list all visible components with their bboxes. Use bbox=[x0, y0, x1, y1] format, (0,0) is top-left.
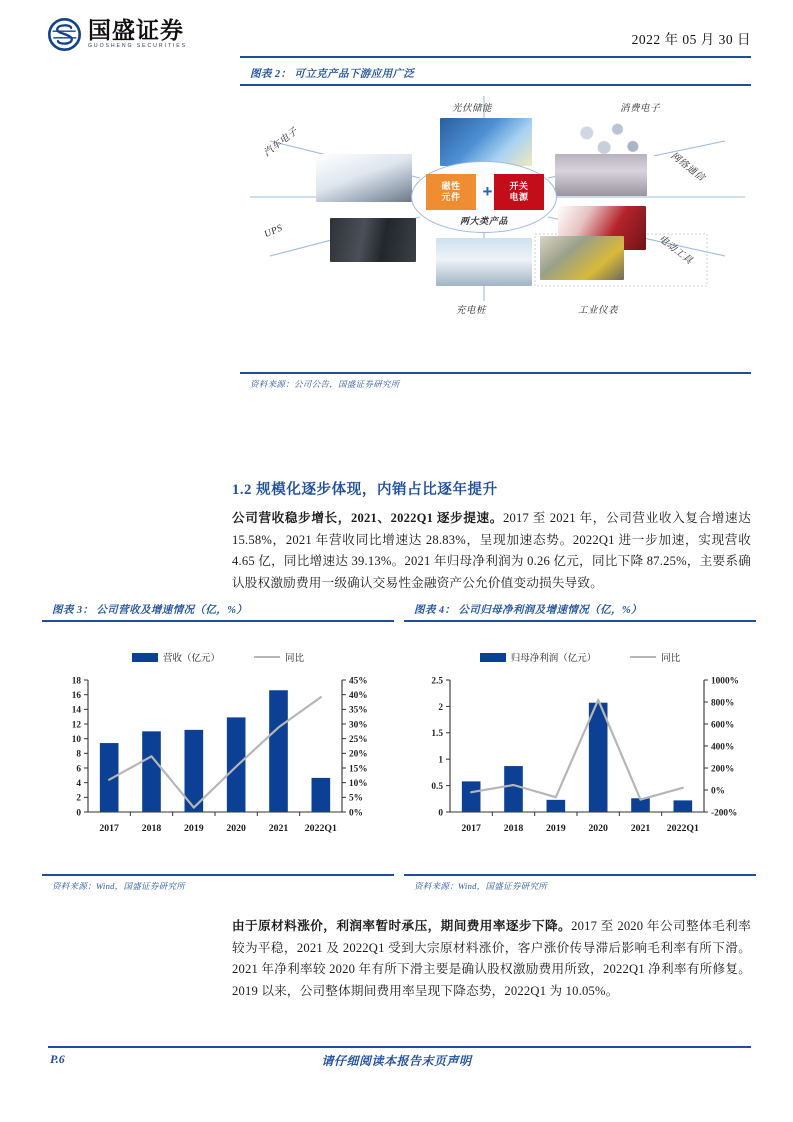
paragraph-revenue-lead: 公司营收稳步增长，2021、2022Q1 逐步提速。 bbox=[232, 511, 503, 525]
svg-text:800%: 800% bbox=[711, 698, 735, 709]
chart-3-title: 图表 3： 公司营收及增速情况（亿，%） bbox=[52, 605, 248, 616]
spoke-label-solar: 光伏储能 bbox=[452, 104, 493, 114]
chart-4-legend-bar-label: 归母净利润（亿元） bbox=[510, 654, 597, 664]
svg-text:200%: 200% bbox=[711, 764, 735, 775]
svg-text:45%: 45% bbox=[349, 676, 368, 687]
core-smps-line1: 开关 bbox=[509, 180, 529, 191]
chart-3-plot bbox=[42, 672, 394, 847]
chart-3-source: 资料来源：Wind，国盛证券研究所 bbox=[52, 881, 186, 891]
spoke-label-industrial: 工业仪表 bbox=[578, 306, 619, 316]
svg-text:-200%: -200% bbox=[711, 808, 738, 819]
svg-text:2.5: 2.5 bbox=[431, 676, 443, 687]
spoke-label-consumer: 消费电子 bbox=[620, 104, 661, 114]
svg-text:2018: 2018 bbox=[503, 823, 524, 834]
svg-text:0%: 0% bbox=[711, 786, 725, 797]
svg-text:4: 4 bbox=[76, 779, 81, 790]
footer-divider bbox=[48, 1046, 751, 1048]
svg-text:2020: 2020 bbox=[226, 823, 246, 834]
svg-text:0: 0 bbox=[438, 808, 443, 819]
chart-3-body bbox=[42, 622, 394, 874]
chart-4-title: 图表 4： 公司归母净利润及增速情况（亿，%） bbox=[414, 605, 642, 616]
svg-text:20%: 20% bbox=[349, 749, 368, 760]
line-swatch-icon bbox=[630, 656, 656, 658]
svg-text:2022Q1: 2022Q1 bbox=[666, 823, 699, 834]
svg-text:12: 12 bbox=[71, 720, 81, 731]
svg-text:16: 16 bbox=[71, 691, 81, 702]
header-divider bbox=[240, 56, 751, 58]
core-magnetic-line1: 磁性 bbox=[441, 180, 461, 191]
chart-4-legend bbox=[404, 650, 756, 664]
core-caption: 两大类产品 bbox=[459, 216, 508, 226]
spoke-label-automotive: 汽车电子 bbox=[262, 126, 301, 160]
paragraph-margins bbox=[232, 916, 751, 1002]
chart-4-body bbox=[404, 622, 756, 874]
photo-charging-piles bbox=[436, 238, 532, 286]
spoke-label-network: 网络通信 bbox=[668, 151, 707, 184]
svg-text:40%: 40% bbox=[349, 691, 368, 702]
chart-3-panel bbox=[42, 600, 394, 892]
chart-4-legend-line-label: 同比 bbox=[661, 654, 681, 664]
svg-text:0: 0 bbox=[76, 808, 81, 819]
chart-4-legend-line bbox=[630, 650, 680, 664]
spoke-label-charging-pile: 充电桩 bbox=[456, 306, 487, 316]
page-number: P.6 bbox=[50, 1052, 65, 1066]
report-date: 2022 年 05 月 30 日 bbox=[631, 32, 751, 47]
chart-4-source: 资料来源：Wind，国盛证券研究所 bbox=[414, 881, 548, 891]
svg-text:10: 10 bbox=[71, 735, 81, 746]
core-smps-line2: 电源 bbox=[509, 192, 529, 202]
svg-text:2019: 2019 bbox=[546, 823, 566, 834]
svg-text:14: 14 bbox=[71, 705, 81, 716]
svg-text:30%: 30% bbox=[349, 720, 368, 731]
chart-3-legend bbox=[42, 650, 394, 664]
svg-text:2019: 2019 bbox=[184, 823, 204, 834]
svg-text:18: 18 bbox=[71, 676, 81, 687]
bar-swatch-icon bbox=[132, 653, 158, 662]
photo-network-cabinet bbox=[555, 154, 647, 196]
figure-2-diagram bbox=[240, 86, 751, 372]
paragraph-revenue-body: 2017 至 2021 年，公司营业收入复合增速达 15.58%，2021 年营收同比增速达 28.83%，呈现加速态势。2022Q1 进一步加速，实现营收 4.65 亿，同比增速达 39.13%。2021 年归母净利润为 0.26 亿元，同比下降 87.25%，主要系确认股权激励费用一级确认交易性金融资产公允价值变动损失导致。 bbox=[232, 511, 751, 590]
svg-text:10%: 10% bbox=[349, 779, 368, 790]
chart-4-legend-bar bbox=[480, 650, 597, 664]
figure-2-block bbox=[240, 64, 751, 390]
line-swatch-icon bbox=[254, 656, 280, 658]
svg-text:5%: 5% bbox=[349, 793, 363, 804]
svg-text:1: 1 bbox=[438, 755, 443, 766]
page-header bbox=[0, 0, 793, 62]
section-heading: 1.2 规模化逐步体现，内销占比逐年提升 bbox=[232, 482, 498, 498]
svg-text:2020: 2020 bbox=[588, 823, 608, 834]
figure-2-title: 图表 2： 可立克产品下游应用广泛 bbox=[250, 69, 415, 80]
svg-text:2021: 2021 bbox=[268, 823, 289, 834]
svg-text:400%: 400% bbox=[711, 742, 735, 753]
chart-3-legend-line bbox=[254, 650, 304, 664]
chart-3-legend-bar bbox=[132, 650, 220, 664]
svg-text:0%: 0% bbox=[349, 808, 363, 819]
plus-icon: + bbox=[482, 182, 493, 201]
core-product-magnetic bbox=[426, 174, 476, 210]
svg-text:35%: 35% bbox=[349, 705, 368, 716]
figure-2-source: 资料来源：公司公告，国盛证券研究所 bbox=[250, 379, 400, 389]
chart-3-legend-bar-label: 营收（亿元） bbox=[162, 654, 220, 664]
svg-text:2: 2 bbox=[76, 793, 81, 804]
svg-text:600%: 600% bbox=[711, 720, 735, 731]
photo-ups-cabinets bbox=[330, 218, 416, 262]
svg-text:8: 8 bbox=[76, 749, 81, 760]
photo-automotive-chassis bbox=[316, 154, 412, 202]
core-product-smps bbox=[494, 174, 544, 210]
core-magnetic-line2: 元件 bbox=[441, 192, 461, 202]
paragraph-margins-lead: 由于原材料涨价，利润率暂时承压，期间费用率逐步下降。 bbox=[232, 919, 572, 933]
brand-logo bbox=[48, 18, 187, 51]
svg-text:15%: 15% bbox=[349, 764, 368, 775]
svg-text:2018: 2018 bbox=[141, 823, 162, 834]
svg-text:2: 2 bbox=[438, 702, 443, 713]
svg-text:1.5: 1.5 bbox=[431, 729, 443, 740]
chart-3-legend-line-label: 同比 bbox=[285, 654, 305, 664]
svg-text:2017: 2017 bbox=[461, 823, 481, 834]
svg-text:1000%: 1000% bbox=[711, 676, 739, 687]
svg-text:2022Q1: 2022Q1 bbox=[304, 823, 337, 834]
chart-4-panel bbox=[404, 600, 756, 892]
svg-text:2017: 2017 bbox=[99, 823, 119, 834]
chart-4-plot bbox=[404, 672, 756, 847]
footer-note: 请仔细阅读本报告末页声明 bbox=[321, 1054, 472, 1068]
guosheng-logo-icon bbox=[48, 18, 81, 51]
svg-text:0.5: 0.5 bbox=[431, 782, 443, 792]
paragraph-revenue bbox=[232, 508, 751, 594]
brand-name-en: GUOSHENG SECURITIES bbox=[88, 43, 187, 50]
svg-text:2021: 2021 bbox=[630, 823, 651, 834]
brand-name-cn: 国盛证券 bbox=[88, 18, 184, 44]
spoke-label-power-tools: 电动工具 bbox=[656, 234, 695, 267]
photo-industrial-instruments bbox=[540, 236, 624, 280]
spoke-label-ups: UPS bbox=[263, 223, 285, 241]
svg-text:6: 6 bbox=[76, 764, 81, 775]
bar-swatch-icon bbox=[480, 653, 506, 662]
photo-solar-panel bbox=[440, 118, 532, 166]
paragraph-margins-body: 2017 至 2020 年公司整体毛利率较为平稳，2021 及 2022Q1 受到大宗原材料涨价，客户涨价传导滞后影响毛利率有所下滑。2021 年净利率较 2020 年有所下滑主要是确认股权激励费用所致，2022Q1 净利率有所修复。2019 以来，公司整体期间费用率呈现下降态势，2022Q1 为 10.05%。 bbox=[232, 919, 751, 998]
svg-text:25%: 25% bbox=[349, 735, 368, 746]
